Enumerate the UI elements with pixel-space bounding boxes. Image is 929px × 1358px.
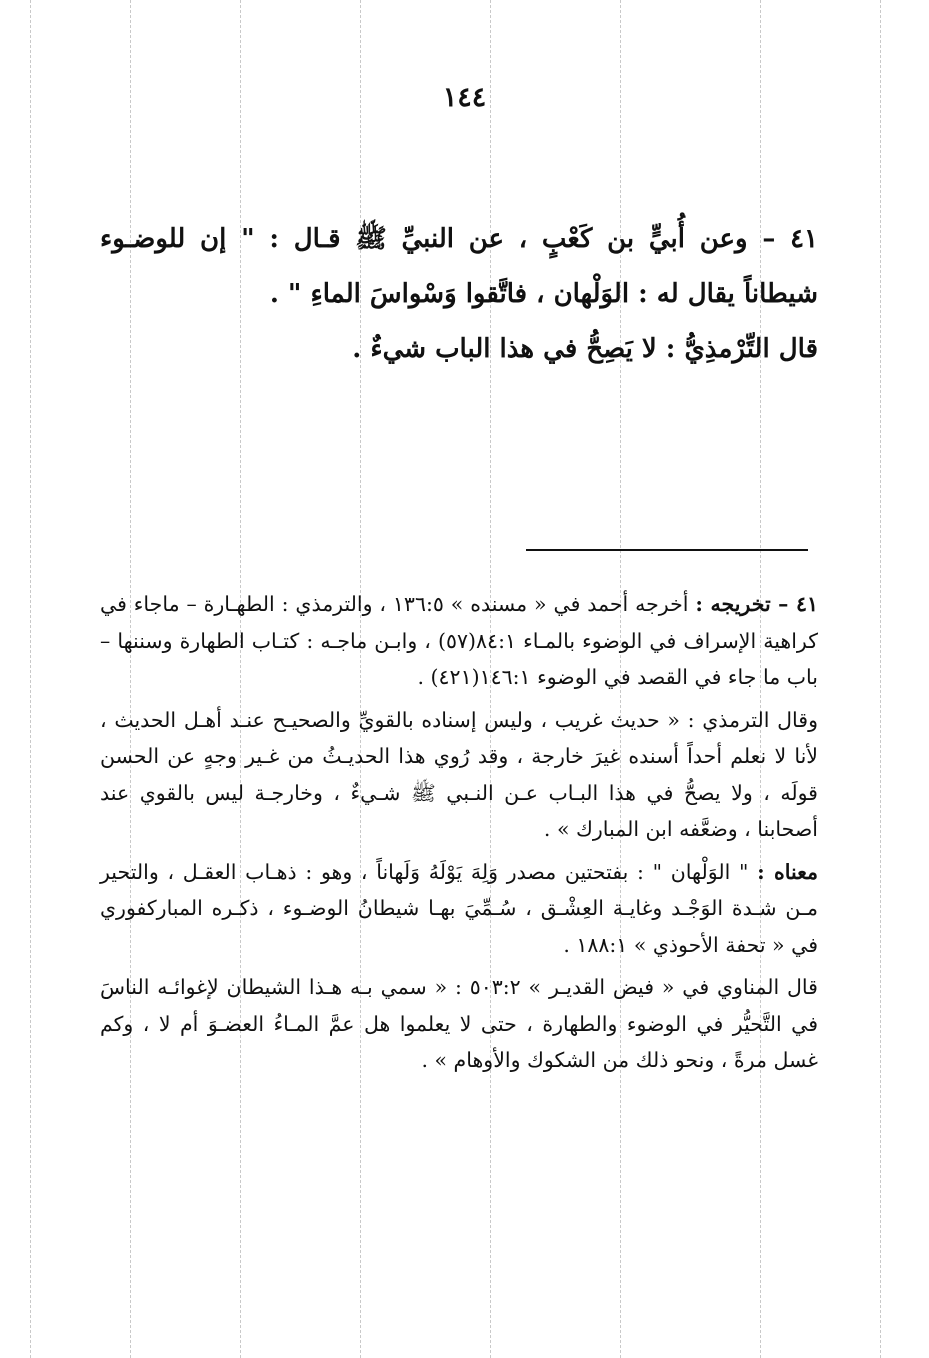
takhrij-label: ٤١ – تخريجه : (695, 592, 818, 616)
footnotes-block (100, 586, 818, 1085)
footnote-separator (526, 549, 808, 551)
hadith-block (100, 212, 818, 377)
takhrij-text: أخرجه أحمد في « مسنده » ١٣٦:٥ ، والترمذي : الطهـارة – ماجاء في كراهية الإسراف في الوضوء بالمـاء ٨٤:١(٥٧) ، وابـن ماجـه : كتـاب الطهارة وسننها – باب ما جاء في القصد في الوضوء ١٤٦:١(٤٢١) . (100, 592, 819, 689)
footnote-tirmidhi: وقال الترمذي : « حديث غريب ، وليس إسناده بالقويِّ والصحيـح عنـد أهـل الحديث ، لأنا لا نعلم أحداً أسنده غيرَ خارجة ، وقد رُوي هذا الحديـثُ من غـير وجهٍ عن الحسن قولَه ، ولا يصحُّ في هذا البـاب عـن النـبي ﷺ شـيءٌ ، وخارجـة ليس بالقوي عند أصحابنا ، وضعَّفه ابن المبارك » . (100, 707, 818, 841)
scan-guide-line (880, 0, 881, 1358)
hadith-text: ٤١ – وعن أُبيٍّ بن كَعْبٍ ، عن النبيِّ ﷺ قـال : " إن للوضـوء شيطاناً يقال له : الوَلْهان ، فاتَّقوا وَسْواسَ الماءِ " . (100, 224, 818, 309)
meaning-label: معناه : (757, 859, 818, 884)
scan-guide-line (30, 0, 31, 1358)
footnote-munawi: قال المناوي في « فيض القديـر » ٥٠٣:٢ : « سمي بـه هـذا الشيطان لإغوائـه الناسَ في التَّحيُّر في الوضوء والطهارة ، حتى لا يعلموا هل عمَّ المـاءُ العضـوَ أم لا ، وكم غسل مرةً ، ونحو ذلك من الشكوك والأوهام » . (100, 975, 818, 1072)
tirmidhi-comment: قال التِّرْمذِيُّ : لا يَصِحُّ في هذا الباب شيءٌ . (352, 334, 818, 364)
footnote-meaning (100, 854, 818, 964)
page-number: ١٤٤ (442, 82, 487, 113)
meaning-text: " الوَلْهان " : بفتحتين مصدر وَلِهَ يَوْلَهُ وَلَهاناً ، وهو : ذهـاب العقـل ، والتحير مـن شـدة الوَجْـد وغايـة العِشْـق ، سُـمِّيَ بهـا شيطانُ الوضـوء ، ذكـره المباركفوري في « تحفة الأحوذي » ١٨٨:١ . (100, 859, 818, 957)
footnote-takhrij (100, 586, 818, 696)
